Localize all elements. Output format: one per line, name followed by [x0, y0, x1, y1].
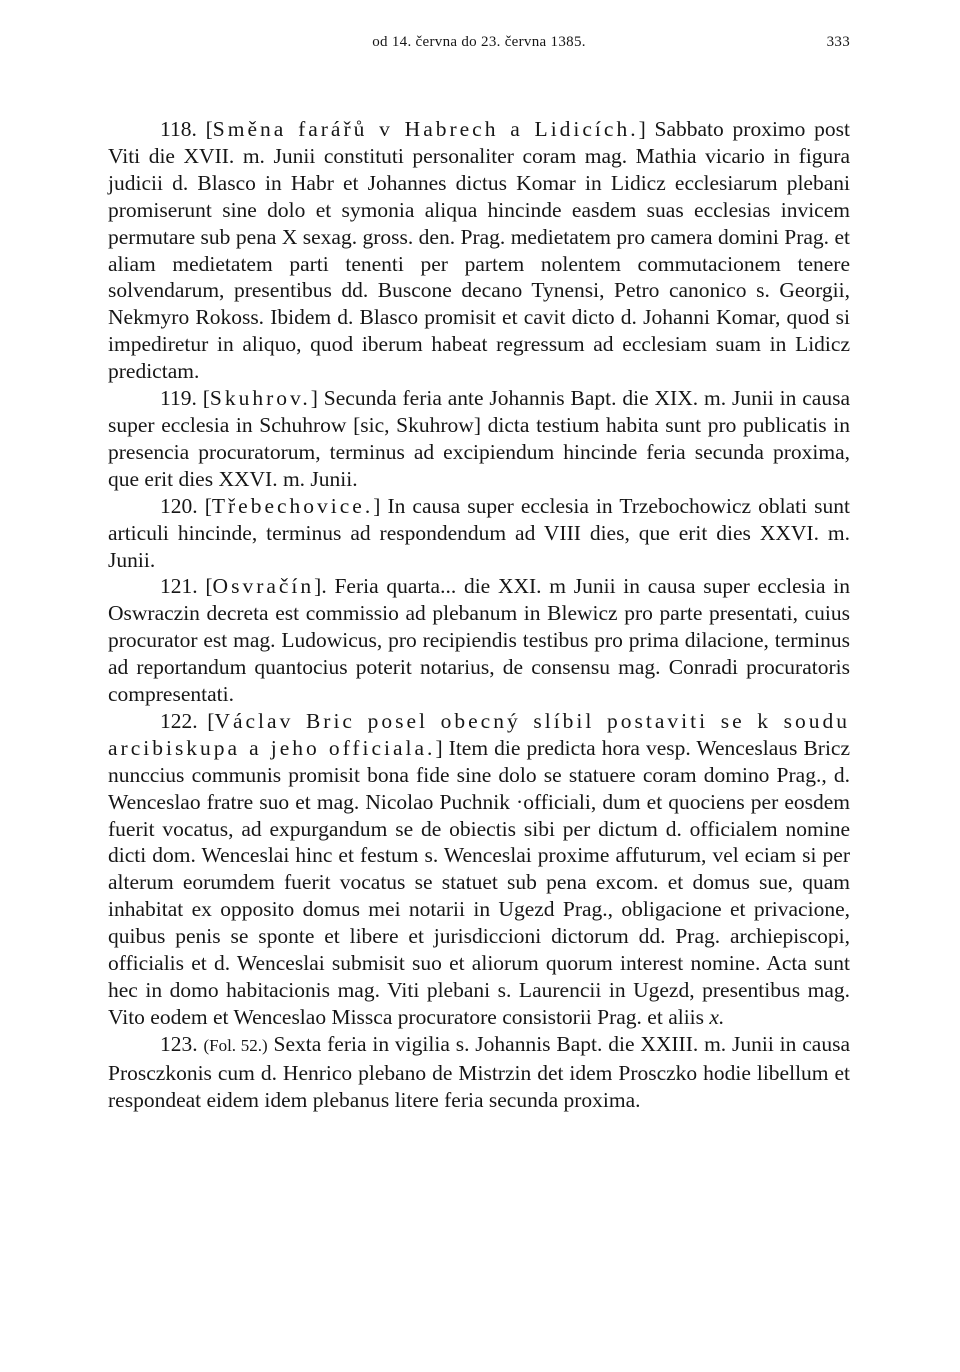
entry-120	[108, 493, 850, 574]
bracket-open: [	[205, 574, 213, 599]
entry-text-end: x.	[709, 1004, 725, 1029]
entry-heading: Osvračín	[212, 574, 315, 599]
entry-number: 123.	[160, 1031, 198, 1056]
entry-119	[108, 385, 850, 493]
folio-marker: (Fol. 52.)	[203, 1035, 268, 1055]
page-number: 333	[826, 34, 850, 50]
entry-text: Sabbato proximo post Viti die XVII. m. Junii constituti personaliter coram mag. Mathia vicario in figura judicii d. Blasco in Habr et Johannes dictus Komar in Lidicz ecclesiarum plebani promiserunt sine dolo et symonia aliqua hincinde easdem suas ecclesias invicem permutare sub pena X sexag. gross. den. Prag. medietatem pro camera domini Prag. et aliam medietatem parti tenenti per partem nolentem commutacionem tenere solvendarum, presentibus dd. Buscone decano Tynensi, Petro canonico s. Georgii, Nekmyro Rokoss. Ibidem d. Blasco promisit et cavit dicto d. Johanni Komar, quod si impediretur in aliquo, quod iberum habeat regressum ad ecclesiam suam in Lidicz predictam.	[108, 117, 851, 384]
bracket-close: ]	[373, 493, 381, 518]
entry-number: 120.	[160, 493, 198, 518]
entry-text: Sexta feria in vigilia s. Johannis Bapt. die XXIII. m. Junii in causa Prosczkonis cum d. Henrico plebano de Mistrzin det idem Prosczko hodie libellum et respondeat eidem idem plebanus litere feria secunda proxima.	[108, 1031, 850, 1112]
entry-text: Secunda feria ante Johannis Bapt. die XIX. m. Junii in causa super ecclesia in Schuhrow [sic, Skuhrow] dicta testium habita sunt pro publicatis in presencia procuratorum, terminus ad excipiendum hincinde feria secunda proxima, que erit dies XXVI. m. Junii.	[108, 386, 850, 491]
entry-number: 119.	[160, 386, 197, 411]
entry-number: 118.	[160, 117, 197, 141]
bracket-open: [	[204, 493, 212, 518]
document-body	[108, 116, 850, 1114]
running-title: od 14. června do 23. června 1385.	[372, 34, 586, 50]
entry-heading: Třebechovice.	[211, 493, 374, 518]
bracket-close: ].	[314, 574, 327, 599]
entry-123	[108, 1031, 850, 1114]
entry-118	[108, 116, 850, 385]
document-page	[108, 34, 850, 1114]
entry-text: Item die predicta hora vesp. Wenceslaus Bricz nunccius communis promisit bona fide sine dolo se statuere coram domino Prag., d. Wenceslao fratre suo et mag. Nicolao Puchnik ·officiali, dum et quociens per eosdem fuerit vocatus, ad expurgandum se de obiectis sibi per dictum d. officialem nomine dicti dom. Wenceslai hinc et festum s. Wenceslai proxime affuturum, vel eciam si per alterum eorumdem fuerit vocatus se statuet sub pena excom. et domus sue, quam inhabitat ex opposito domus mei notarii in Ugezd Prag., obligacione et privacione, quibus penis se sponte et libere et jurisdiccioni dictorum dd. Prag. archiepiscopi, officialis et d. Wenceslai submisit suo et aliorum quorum interest nomine. Acta sunt hec in domo habitacionis mag. Viti plebani s. Laurencii in Ugezd, presentibus mag. Vito eodem et Wenceslao Missca procuratore consistorii Prag. et aliis	[108, 735, 850, 1029]
entry-heading: Skuhrov.	[209, 386, 311, 411]
bracket-close: ]	[638, 117, 646, 141]
bracket-open: [	[207, 708, 215, 733]
running-head	[108, 34, 850, 64]
entry-121	[108, 573, 850, 708]
entry-text: Feria quarta... die XXI. m Junii in causa super ecclesia in Oswraczin decreta est commissio ad plebanum in Blewicz pro parte presentati, cuius procurator est mag. Ludowicus, pro recipiendis testibus pro prima dilacione, terminus ad reportandum quantocius poterit notarius, de consensu mag. Conradi procuratoris compresentati.	[108, 574, 851, 707]
entry-text: In causa super ecclesia in Trzebochowicz oblati sunt articuli hincinde, terminus ad respondendum ad VIII dies, que erit dies XXVI. m. Junii.	[108, 493, 851, 572]
entry-number: 122.	[160, 708, 198, 733]
entry-122	[108, 708, 850, 1031]
bracket-open: [	[205, 117, 213, 141]
entry-heading: Směna farářů v Habrech a Lidicích.	[212, 117, 639, 141]
entry-number: 121.	[160, 574, 198, 599]
bracket-close: ]	[435, 735, 443, 760]
bracket-open: [	[202, 386, 210, 411]
bracket-close: ]	[310, 386, 318, 411]
entry-heading: Václav Bric posel obecný slíbil postaviti se k soudu arcibiskupa a jeho officiala.	[108, 708, 851, 760]
